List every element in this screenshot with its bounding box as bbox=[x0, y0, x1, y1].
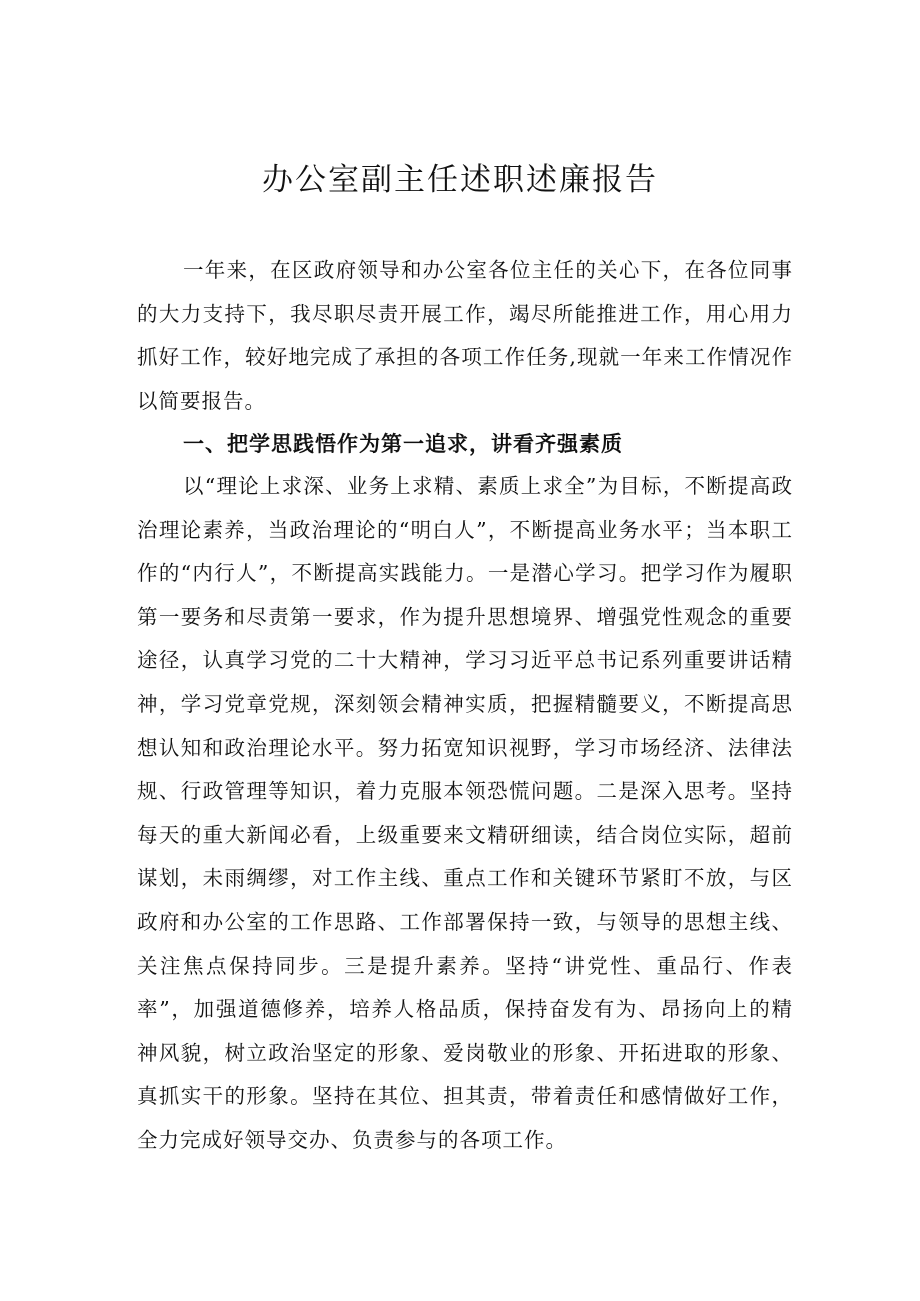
intro-paragraph: 一年来，在区政府领导和办公室各位主任的关心下，在各位同事的大力支持下，我尽职尽责开展工作，竭尽所能推进工作，用心用力抓好工作，较好地完成了承担的各项工作任务,现就一年来工作情况作以简要报告。 bbox=[137, 258, 793, 413]
document-title: 办公室副主任述职述廉报告 bbox=[262, 162, 658, 198]
section-1-paragraph: 以“理论上求深、业务上求精、素质上求全”为目标，不断提高政治理论素养，当政治理论的“明白人”，不断提高业务水平；当本职工作的“内行人”，不断提高实践能力。一是潜心学习。把学习作为履职第一要务和尽责第一要求，作为提升思想境界、增强党性观念的重要途径，认真学习党的二十大精神，学习习近平总书记系列重要讲话精神，学习党章党规，深刻领会精神实质，把握精髓要义，不断提高思想认知和政治理论水平。努力拓宽知识视野，学习市场经济、法律法规、行政管理等知识，着力克服本领恐慌问题。二是深入思考。坚持每天的重大新闻必看，上级重要来文精研细读，结合岗位实际，超前谋划，未雨绸缪，对工作主线、重点工作和关键环节紧盯不放，与区政府和办公室的工作思路、工作部署保持一致，与领导的思想主线、关注焦点保持同步。三是提升素养。坚持“讲党性、重品行、作表率”，加强道德修养，培养人格品质，保持奋发有为、昂扬向上的精神风貌，树立政治坚定的形象、爱岗敬业的形象、开拓进取的形象、真抓实干的形象。坚持在其位、担其责，带着责任和感情做好工作，全力完成好领导交办、负责参与的各项工作。 bbox=[137, 474, 793, 1152]
section-1-heading: 一、把学思践悟作为第一追求，讲看齐强素质 bbox=[183, 432, 623, 456]
